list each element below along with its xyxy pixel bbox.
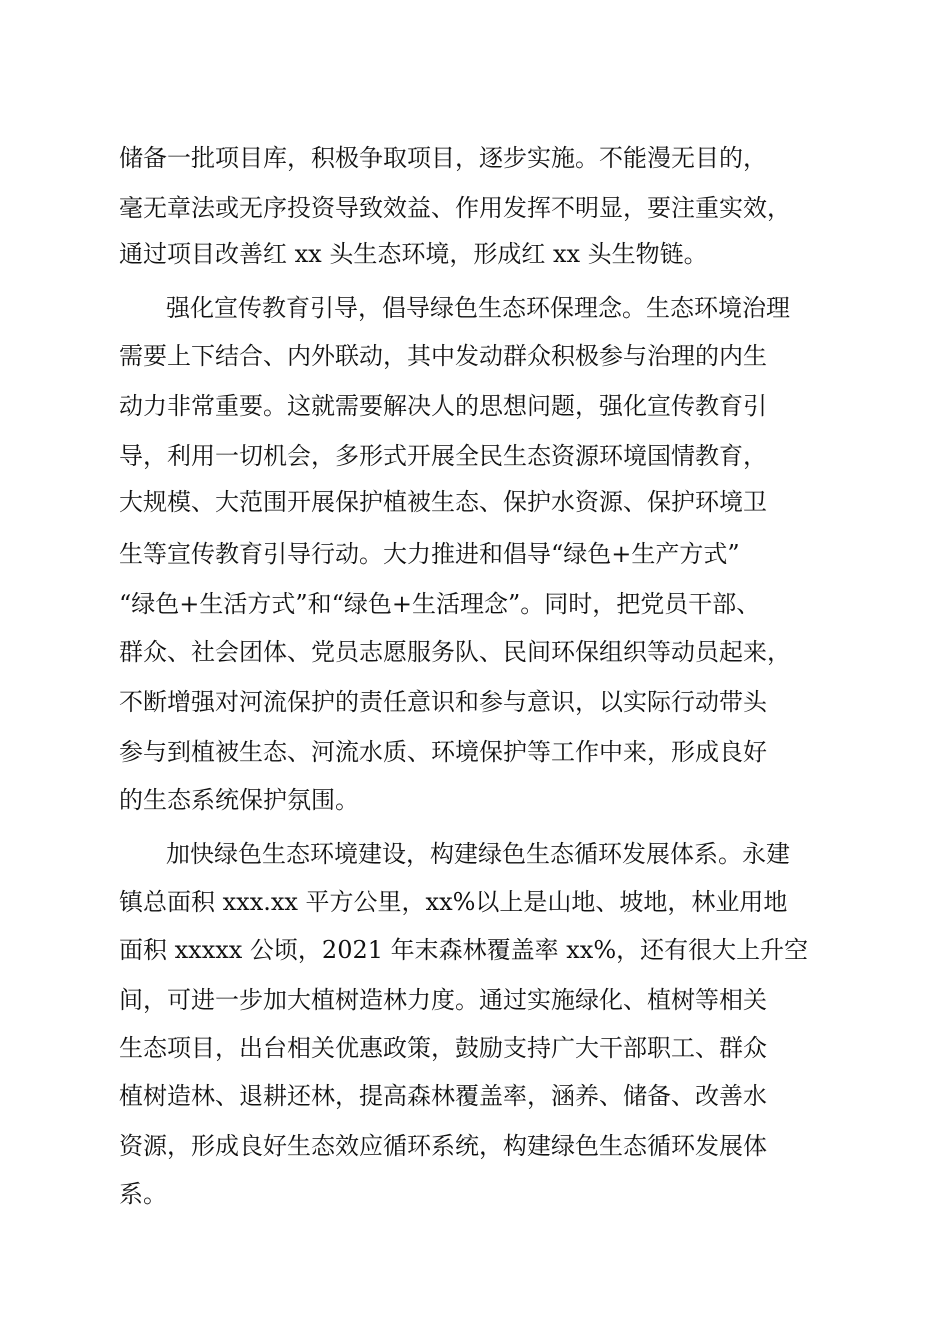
text-line: 群众、社会团体、党员志愿服务队、民间环保组织等动员起来， xyxy=(119,638,791,666)
text-line: 生等宣传教育引导行动。大力推进和倡导“绿色+生产方式” xyxy=(119,540,740,568)
text-line: “绿色+生活方式”和“绿色+生活理念”。同时，把党员干部、 xyxy=(119,590,761,618)
paragraph-1-line-3 xyxy=(0,234,950,274)
paragraph-2-line-8 xyxy=(0,632,950,672)
paragraph-3-line-7 xyxy=(0,1126,950,1166)
paragraph-3-line-1 xyxy=(0,834,950,874)
paragraph-3-line-4 xyxy=(0,980,950,1020)
text-line: 强化宣传教育引导，倡导绿色生态环保理念。生态环境治理 xyxy=(166,294,790,322)
paragraph-2-line-9 xyxy=(0,682,950,722)
text-line: 导，利用一切机会，多形式开展全民生态资源环境国情教育， xyxy=(119,442,767,470)
paragraph-2-line-3 xyxy=(0,386,950,426)
paragraph-2-line-10 xyxy=(0,732,950,772)
text-line: 系。 xyxy=(119,1180,167,1208)
text-line: 间，可进一步加大植树造林力度。通过实施绿化、植树等相关 xyxy=(119,986,767,1014)
text-line: 需要上下结合、内外联动，其中发动群众积极参与治理的内生 xyxy=(119,342,767,370)
text-line: 资源，形成良好生态效应循环系统，构建绿色生态循环发展体 xyxy=(119,1132,767,1160)
text-line: 不断增强对河流保护的责任意识和参与意识，以实际行动带头 xyxy=(119,688,767,716)
paragraph-3-line-5 xyxy=(0,1028,950,1068)
paragraph-2-line-2 xyxy=(0,336,950,376)
paragraph-1-line-1 xyxy=(0,138,950,178)
paragraph-3-line-6 xyxy=(0,1076,950,1116)
paragraph-2-line-6 xyxy=(0,534,950,574)
text-line: 大规模、大范围开展保护植被生态、保护水资源、保护环境卫 xyxy=(119,488,767,516)
text-line: 参与到植被生态、河流水质、环境保护等工作中来，形成良好 xyxy=(119,738,767,766)
paragraph-3-line-8 xyxy=(0,1174,950,1214)
paragraph-2-line-11 xyxy=(0,780,950,820)
text-line: 动力非常重要。这就需要解决人的思想问题，强化宣传教育引 xyxy=(119,392,767,420)
text-line: 镇总面积 xxx.xx 平方公里，xx%以上是山地、坡地，林业用地 xyxy=(119,888,788,916)
text-line: 的生态系统保护氛围。 xyxy=(119,786,359,814)
text-line: 毫无章法或无序投资导致效益、作用发挥不明显，要注重实效， xyxy=(119,194,791,222)
text-line: 储备一批项目库，积极争取项目，逐步实施。不能漫无目的， xyxy=(119,144,767,172)
text-line: 面积 xxxxx 公顷，2021 年末森林覆盖率 xx%，还有很大上升空 xyxy=(119,936,809,964)
paragraph-2-line-7 xyxy=(0,584,950,624)
text-line: 加快绿色生态环境建设，构建绿色生态循环发展体系。永建 xyxy=(166,840,790,868)
paragraph-3-line-2 xyxy=(0,882,950,922)
paragraph-2-line-5 xyxy=(0,482,950,522)
paragraph-3-line-3 xyxy=(0,930,950,970)
paragraph-1-line-2 xyxy=(0,188,950,228)
text-line: 生态项目，出台相关优惠政策，鼓励支持广大干部职工、群众 xyxy=(119,1034,767,1062)
paragraph-2-line-4 xyxy=(0,436,950,476)
text-line: 通过项目改善红 xx 头生态环境，形成红 xx 头生物链。 xyxy=(119,240,708,268)
text-line: 植树造林、退耕还林，提高森林覆盖率，涵养、储备、改善水 xyxy=(119,1082,767,1110)
paragraph-2-line-1 xyxy=(0,288,950,328)
